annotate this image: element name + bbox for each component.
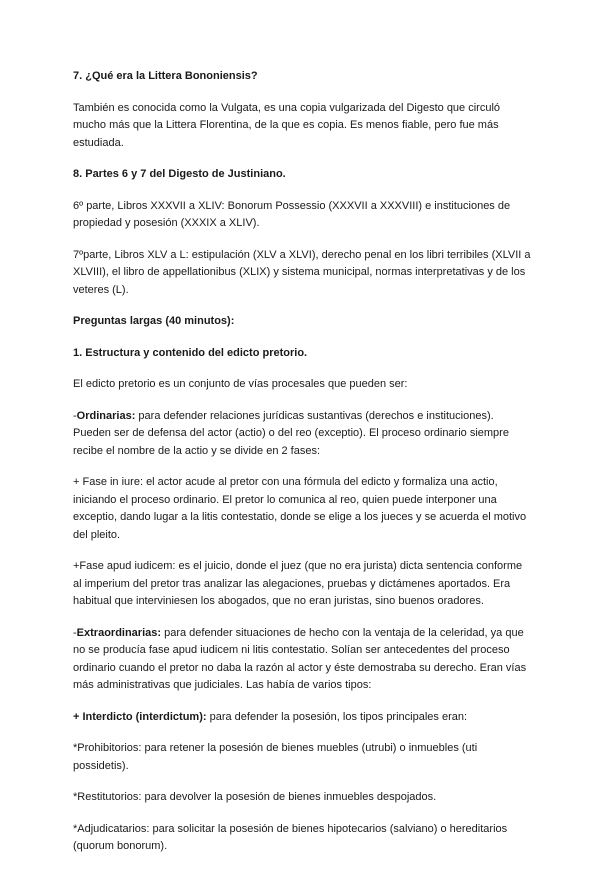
ordinarias-label: Ordinarias: bbox=[76, 409, 136, 422]
extraordinarias-text: para defender situaciones de hecho con la ventaja de la celeridad, ya que no se producía fase apud iudicem ni litis contestatio. Solían ser antecedentes del proceso ordinario cuando el pretor no daba la razón al actor y éste demostraba su derecho. Eran vías más administrativas que judiciales. Las había de varios tipos: bbox=[73, 626, 527, 691]
extraordinarias-paragraph bbox=[73, 625, 531, 695]
question-7-answer: También es conocida como la Vulgata, es una copia vulgarizada del Digesto que circuló mucho más que la Littera Florentina, de la que es copia. Es menos fiable, pero fue más estudiada. bbox=[73, 101, 501, 149]
fase-in-iure: + Fase in iure: el actor acude al pretor con una fórmula del edicto y formaliza una actio, iniciando el proceso ordinario. El pretor lo comunica al reo, quien puede interponer una exceptio, dando lugar a la litis contestatio, donde se elige a los jueces y se acuerda el motivo del pleito. bbox=[73, 476, 527, 541]
extraordinarias-label: Extraordinarias: bbox=[76, 626, 162, 639]
interdicto-paragraph bbox=[73, 709, 531, 727]
document-page bbox=[73, 68, 531, 870]
long-questions-title: Preguntas largas (40 minutos): bbox=[73, 315, 235, 327]
ordinarias-prefix: - bbox=[73, 409, 77, 422]
question-1-intro: El edicto pretorio es un conjunto de vías procesales que pueden ser: bbox=[73, 378, 408, 390]
fase-apud-iudicem: +Fase apud iudicem: es el juicio, donde el juez (que no era jurista) dicta sentencia conforme al imperium del pretor tras analizar las alegaciones, pruebas y dictámenes aportados. Era habitual que interviniesen los abogados, que no eran juristas, sino buenos oradores. bbox=[73, 560, 523, 607]
adjudicatarios-item: *Adjudicatarios: para solicitar la posesión de bienes hipotecarios (salviano) o hereditarios (quorum bonorum). bbox=[73, 822, 508, 852]
ordinarias-paragraph bbox=[73, 408, 531, 461]
interdicto-text: para defender la posesión, los tipos principales eran: bbox=[206, 710, 468, 723]
restitutorios-item: *Restitutorios: para devolver la posesión de bienes inmuebles despojados. bbox=[73, 791, 437, 803]
prohibitorios-item: *Prohibitorios: para retener la posesión de bienes muebles (utrubi) o inmuebles (uti possidetis). bbox=[73, 742, 478, 772]
question-1-title: 1. Estructura y contenido del edicto pretorio. bbox=[73, 346, 308, 359]
extraordinarias-prefix: - bbox=[73, 626, 77, 639]
question-7-title: 7. ¿Qué era la Littera Bononiensis? bbox=[73, 70, 258, 82]
question-8-part-6: 6º parte, Libros XXXVII a XLIV: Bonorum Possessio (XXXVII a XXXVIII) e instituciones de propiedad y posesión (XXXIX a XLIV). bbox=[73, 199, 511, 229]
ordinarias-text: para defender relaciones jurídicas sustantivas (derechos e instituciones). Pueden ser de defensa del actor (actio) o del reo (exceptio). El proceso ordinario siempre recibe el nombre de la actio y se divide en 2 fases: bbox=[73, 409, 509, 457]
question-8-title: 8. Partes 6 y 7 del Digesto de Justiniano. bbox=[73, 168, 286, 180]
interdicto-label: + Interdicto (interdictum): bbox=[73, 710, 207, 723]
question-8-part-7: 7ºparte, Libros XLV a L: estipulación (XLV a XLVI), derecho penal en los libri terribiles (XLVII a XLVIII), el libro de appellationibus (XLIX) y sistema municipal, normas interpretativas y de los veteres (L). bbox=[73, 248, 531, 296]
